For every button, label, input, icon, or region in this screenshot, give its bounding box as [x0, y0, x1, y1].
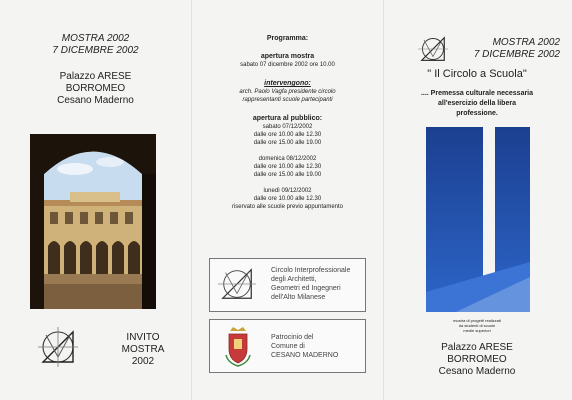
left-panel — [0, 0, 191, 400]
date-label: 7 DICEMBRE 2002 — [473, 49, 560, 60]
venue-line2: BORROMEO — [65, 83, 126, 94]
caption-line2: da studenti di scuole — [458, 323, 496, 328]
patron-line2: Comune di — [271, 343, 305, 350]
org-line3: Geometri ed Ingegneri — [271, 285, 341, 292]
mon-date: lunedì 09/12/2002 — [263, 188, 312, 194]
public-title: apertura al pubblico: — [252, 115, 323, 122]
sat-hours2: dalle ore 15.00 alle 19.00 — [253, 140, 322, 146]
sun-hours1: dalle ore 10.00 alle 12.30 — [253, 164, 322, 170]
venue-line2: BORROMEO — [447, 354, 507, 365]
subtitle-line1: .... Premessa culturale necessaria — [420, 90, 534, 97]
city-label: Cesano Maderno — [438, 366, 516, 377]
invito-line3: 2002 — [131, 356, 155, 367]
mostra-label: MOSTRA 2002 — [61, 33, 130, 44]
sat-date: sabato 07/12/2002 — [262, 124, 313, 130]
compass-triangle-logo-icon — [218, 265, 256, 308]
patron-line1: Patrocinio del — [271, 334, 314, 341]
city-label: Cesano Maderno — [57, 95, 134, 106]
blue-abstract-graphic — [426, 127, 530, 312]
date-label: 7 DICEMBRE 2002 — [52, 45, 139, 56]
compass-triangle-logo-icon — [418, 34, 448, 69]
exhibition-title: " Il Circolo a Scuola" — [427, 68, 527, 80]
courtyard-arch-photo — [30, 134, 156, 309]
speakers-title: intervengono: — [264, 80, 311, 87]
venue-line1: Palazzo ARESE — [441, 342, 513, 353]
sun-date: domenica 08/12/2002 — [258, 156, 317, 162]
sat-hours1: dalle ore 10.00 alle 12.30 — [253, 132, 322, 138]
org-line4: dell'Alto Milanese — [271, 294, 326, 301]
venue-line1: Palazzo ARESE — [59, 71, 132, 82]
patron-line3: CESANO MADERNO — [271, 352, 339, 359]
org-line1: Circolo Interprofessionale — [271, 267, 351, 274]
patron-box — [209, 319, 366, 373]
sun-hours2: dalle ore 15.00 alle 19.00 — [253, 172, 322, 178]
mostra-label: MOSTRA 2002 — [492, 37, 560, 48]
org-line2: degli Architetti, — [271, 276, 317, 283]
opening-title: apertura mostra — [260, 53, 315, 60]
compass-triangle-logo-icon — [38, 327, 78, 372]
caption-line1: mostra di progetti realizzati — [453, 318, 501, 323]
subtitle-line2: all'esercizio della libera — [438, 100, 516, 107]
program-heading: Programma: — [266, 35, 309, 42]
organizer-box — [209, 258, 366, 312]
subtitle-line3: professione. — [456, 110, 498, 117]
mon-note: riservato alle scuole previo appuntamento — [231, 204, 344, 210]
mon-hours1: dalle ore 10.00 alle 12.30 — [253, 196, 322, 202]
speakers-line1: arch. Paolo Vagfa presidente circolo — [239, 89, 336, 95]
coat-of-arms-icon — [225, 325, 251, 372]
speakers-line2: rappresentanti scuole partecipanti — [242, 97, 333, 103]
invito-line2: MOSTRA — [121, 344, 165, 355]
middle-panel — [191, 0, 384, 400]
opening-line: sabato 07 dicembre 2002 ore 10.00 — [240, 62, 335, 68]
invito-line1: INVITO — [126, 332, 160, 343]
caption-line3: medie superiori — [463, 328, 491, 333]
